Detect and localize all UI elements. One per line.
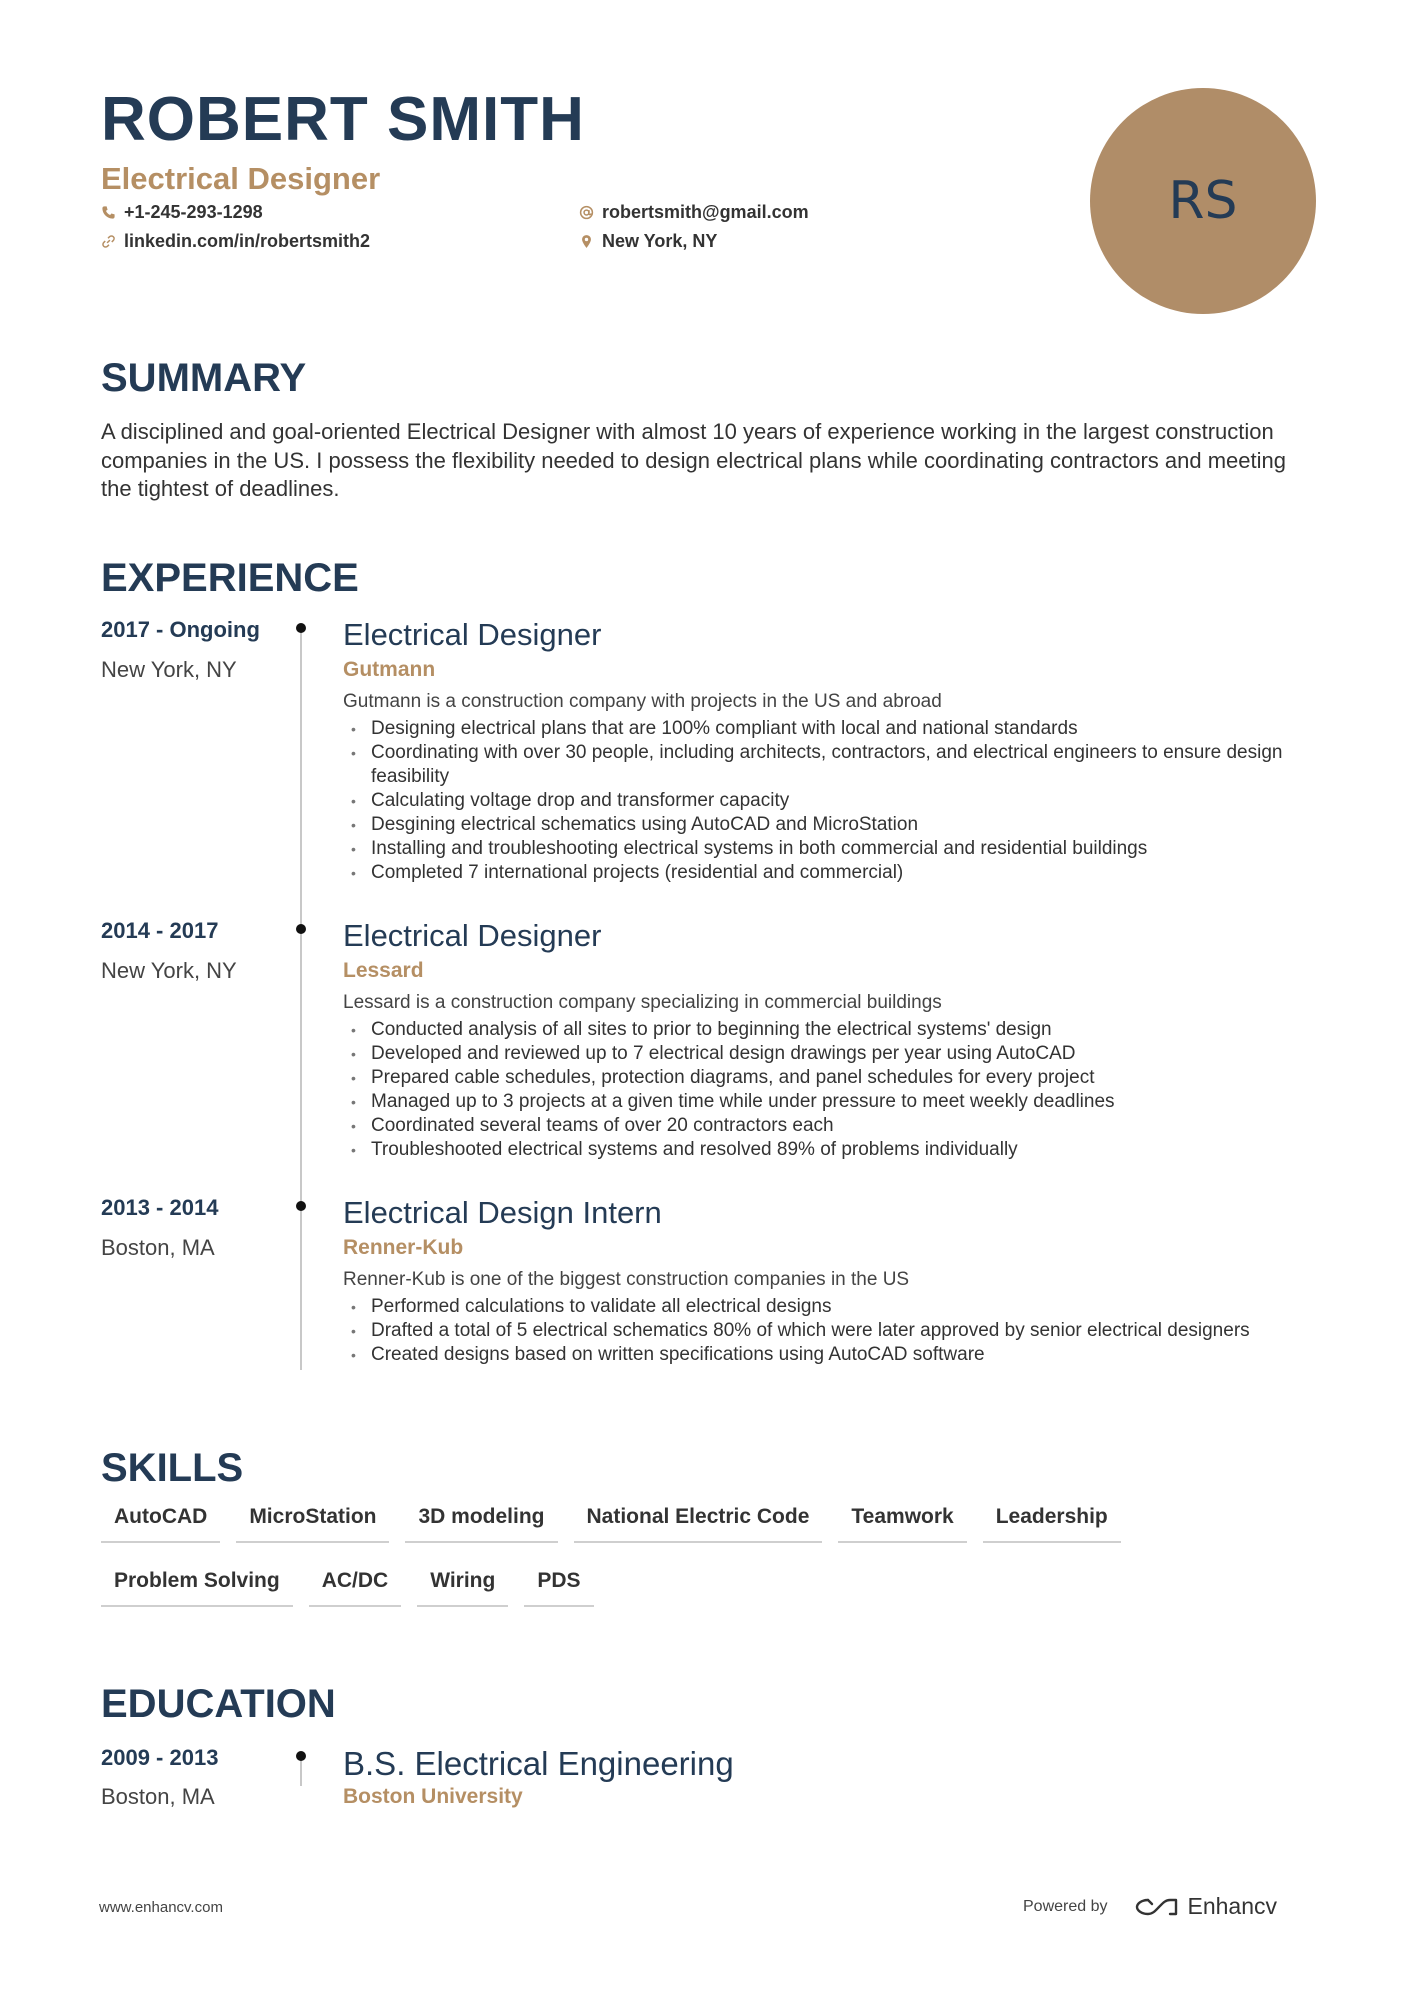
phone-text: +1-245-293-1298 <box>124 202 263 222</box>
job-title: Electrical Designer <box>343 918 602 953</box>
summary-text: A disciplined and goal-oriented Electrical Designer with almost 10 years of experience working in the largest construction companies in the US. I possess the flexibility needed to design electrical plans while coordinating contractors and meeting the tightest of deadlines. <box>101 419 1286 501</box>
enhancv-logo-icon <box>1132 1895 1180 1919</box>
footer-website[interactable]: www.enhancv.com <box>99 1899 223 1916</box>
avatar <box>1090 88 1316 314</box>
skill-tag: Teamwork <box>838 1503 966 1543</box>
timeline-dot <box>296 1201 306 1211</box>
job-bullet: • Managed up to 3 projects at a given time while under pressure to meet weekly deadlines <box>343 1090 1323 1114</box>
job-dates: 2014 - 2017 <box>101 918 219 943</box>
education-school: Boston University <box>343 1785 523 1808</box>
job-company: Lessard <box>343 959 424 982</box>
location-pin-icon <box>579 234 594 249</box>
job-bullet: • Drafted a total of 5 electrical schematics 80% of which were later approved by senior electrical designers <box>343 1319 1323 1343</box>
job-entry <box>343 1194 1323 1367</box>
job-dates: 2017 - Ongoing <box>101 617 260 642</box>
link-icon <box>101 234 116 249</box>
candidate-title: Electrical Designer <box>101 161 381 196</box>
skill-tag: Leadership <box>983 1503 1121 1543</box>
powered-by-label: Powered by <box>1023 1897 1108 1915</box>
contact-phone <box>101 200 263 224</box>
skills-heading: SKILLS <box>101 1446 244 1490</box>
skill-tag: Problem Solving <box>101 1567 293 1607</box>
skills-list <box>101 1503 1321 1607</box>
job-bullet: • Desgining electrical schematics using AutoCAD and MicroStation <box>343 813 1323 837</box>
skill-tag: National Electric Code <box>574 1503 823 1543</box>
job-company: Renner-Kub <box>343 1236 464 1259</box>
job-bullet: • Developed and reviewed up to 7 electrical design drawings per year using AutoCAD <box>343 1042 1323 1066</box>
education-dates: 2009 - 2013 <box>101 1745 219 1770</box>
job-bullet: • Performed calculations to validate all electrical designs <box>343 1295 1323 1319</box>
contact-location <box>579 229 717 253</box>
contact-linkedin[interactable] <box>101 229 370 253</box>
email-text: robertsmith@gmail.com <box>602 202 809 222</box>
education-degree: B.S. Electrical Engineering <box>343 1745 734 1782</box>
job-location: New York, NY <box>101 657 237 682</box>
job-bullet: • Prepared cable schedules, protection diagrams, and panel schedules for every project <box>343 1066 1323 1090</box>
job-bullet: • Calculating voltage drop and transformer capacity <box>343 789 1323 813</box>
skill-tag: 3D modeling <box>405 1503 557 1543</box>
job-location: New York, NY <box>101 958 237 983</box>
experience-timeline-line <box>300 624 302 1370</box>
linkedin-text: linkedin.com/in/robertsmith2 <box>124 231 371 251</box>
footer-branding <box>1023 1893 1277 1920</box>
job-bullets <box>343 1018 1323 1162</box>
job-description: Gutmann is a construction company with projects in the US and abroad <box>343 691 942 712</box>
skill-tag: MicroStation <box>236 1503 389 1543</box>
job-bullet: • Coordinating with over 30 people, including architects, contractors, and electrical engineers to ensure design feasibility <box>343 741 1323 789</box>
avatar-initials: RS <box>1168 171 1238 231</box>
location-text: New York, NY <box>602 231 718 251</box>
job-bullet: • Conducted analysis of all sites to prior to beginning the electrical systems' design <box>343 1018 1323 1042</box>
skill-tag: Wiring <box>417 1567 508 1607</box>
brand-logo[interactable] <box>1132 1893 1278 1920</box>
brand-name: Enhancv <box>1187 1893 1278 1919</box>
job-bullet: • Coordinated several teams of over 20 contractors each <box>343 1114 1323 1138</box>
job-description: Renner-Kub is one of the biggest construction companies in the US <box>343 1269 910 1290</box>
job-bullet: • Designing electrical plans that are 100% compliant with local and national standards <box>343 717 1323 741</box>
job-location: Boston, MA <box>101 1235 215 1260</box>
experience-heading: EXPERIENCE <box>101 556 359 600</box>
job-title: Electrical Designer <box>343 617 602 652</box>
education-location: Boston, MA <box>101 1784 215 1809</box>
job-bullets <box>343 1295 1323 1367</box>
contact-email[interactable] <box>579 200 809 224</box>
job-description: Lessard is a construction company specializing in commercial buildings <box>343 992 942 1013</box>
phone-icon <box>101 205 116 220</box>
job-entry <box>343 917 1323 1162</box>
job-bullets <box>343 717 1323 885</box>
job-bullet: • Completed 7 international projects (residential and commercial) <box>343 861 1323 885</box>
job-company: Gutmann <box>343 658 436 681</box>
job-bullet: • Installing and troubleshooting electrical systems in both commercial and residential buildings <box>343 837 1323 861</box>
job-entry <box>343 616 1323 885</box>
timeline-dot <box>296 1751 306 1761</box>
at-icon <box>579 205 594 220</box>
education-entry <box>343 1745 1323 1811</box>
candidate-name: ROBERT SMITH <box>101 85 585 154</box>
skill-tag: PDS <box>524 1567 593 1607</box>
job-bullet: • Created designs based on written specifications using AutoCAD software <box>343 1343 1323 1367</box>
summary-heading: SUMMARY <box>101 356 307 400</box>
timeline-dot <box>296 924 306 934</box>
job-title: Electrical Design Intern <box>343 1195 662 1230</box>
skill-tag: AutoCAD <box>101 1503 220 1543</box>
job-dates: 2013 - 2014 <box>101 1195 219 1220</box>
skill-tag: AC/DC <box>309 1567 402 1607</box>
education-heading: EDUCATION <box>101 1682 336 1726</box>
job-bullet: • Troubleshooted electrical systems and resolved 89% of problems individually <box>343 1138 1323 1162</box>
timeline-dot <box>296 623 306 633</box>
